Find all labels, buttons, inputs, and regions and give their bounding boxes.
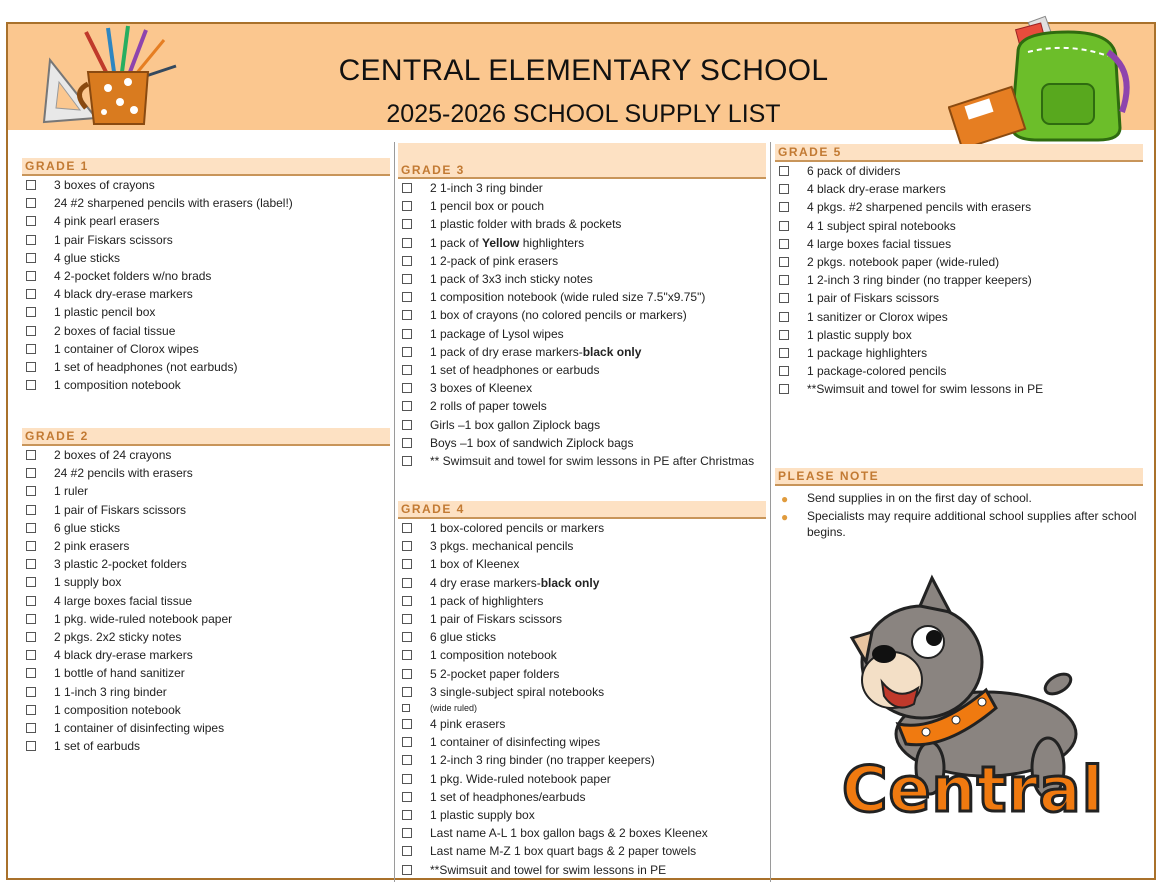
supply-item: 1 plastic folder with brads & pockets (398, 215, 766, 233)
checkbox[interactable] (402, 614, 412, 624)
supply-item: 4 black dry-erase markers (22, 646, 390, 664)
checkbox[interactable] (402, 596, 412, 606)
supply-list (22, 446, 390, 755)
checkbox[interactable] (779, 257, 789, 267)
checkbox[interactable] (779, 166, 789, 176)
supply-item: Last name M-Z 1 box quart bags & 2 paper towels (398, 842, 766, 860)
supply-item: 1 set of headphones or earbuds (398, 361, 766, 379)
supply-item: 1 package-colored pencils (775, 362, 1143, 380)
checkbox[interactable] (26, 741, 36, 751)
supply-item: 2 1-inch 3 ring binder (398, 179, 766, 197)
checkbox[interactable] (26, 253, 36, 263)
checkbox[interactable] (402, 256, 412, 266)
list-title: 2025-2026 SCHOOL SUPPLY LIST (386, 100, 781, 128)
supply-item: 1 pack of Yellow highlighters (398, 234, 766, 252)
checkbox[interactable] (779, 330, 789, 340)
checkbox[interactable] (402, 183, 412, 193)
supply-item: 1 composition notebook (398, 646, 766, 664)
supply-item: 1 2-pack of pink erasers (398, 252, 766, 270)
checkbox[interactable] (402, 865, 412, 875)
checkbox[interactable] (402, 774, 412, 784)
supply-list (398, 179, 766, 470)
supply-item: ** Swimsuit and towel for swim lessons in PE after Christmas (398, 452, 766, 470)
supply-item: 1 2-inch 3 ring binder (no trapper keepers) (398, 751, 766, 769)
supply-item: 2 pkgs. 2x2 sticky notes (22, 628, 390, 646)
grade-5-section (775, 144, 1143, 399)
supply-item: 3 boxes of crayons (22, 176, 390, 194)
supply-item: 1 ruler (22, 482, 390, 500)
supply-item: 3 boxes of Kleenex (398, 379, 766, 397)
supply-item: 1 composition notebook (wide ruled size 7.5"x9.75") (398, 288, 766, 306)
supply-item: 1 pack of highlighters (398, 592, 766, 610)
supply-item: 4 glue sticks (22, 249, 390, 267)
checkbox[interactable] (402, 347, 412, 357)
checkbox[interactable] (402, 456, 412, 466)
supply-item: 6 pack of dividers (775, 162, 1143, 180)
supply-item: 1 pack of 3x3 inch sticky notes (398, 270, 766, 288)
supply-item: 2 pink erasers (22, 537, 390, 555)
supply-item: 1 pkg. Wide-ruled notebook paper (398, 770, 766, 788)
note-item: ● Specialists may require additional school supplies after school begins. (781, 509, 1137, 539)
supply-item: 2 boxes of 24 crayons (22, 446, 390, 464)
supply-item: 1 plastic supply box (398, 806, 766, 824)
supply-item: 1 container of disinfecting wipes (398, 733, 766, 751)
supply-item: 1 composition notebook (22, 701, 390, 719)
checkbox[interactable] (26, 216, 36, 226)
supply-item: Boys –1 box of sandwich Ziplock bags (398, 434, 766, 452)
checkbox[interactable] (779, 202, 789, 212)
grade-3-section (398, 143, 766, 470)
section-heading: GRADE 1 (22, 158, 390, 176)
checkbox[interactable] (26, 289, 36, 299)
checkbox[interactable] (402, 704, 410, 712)
column-divider (394, 142, 395, 882)
supply-item: 1 container of disinfecting wipes (22, 719, 390, 737)
notes-list (775, 490, 1143, 540)
checkbox[interactable] (26, 486, 36, 496)
supply-item: 1 set of earbuds (22, 737, 390, 755)
checkbox[interactable] (26, 559, 36, 569)
checkbox[interactable] (402, 792, 412, 802)
grade-4-section (398, 501, 766, 879)
checkbox[interactable] (26, 362, 36, 372)
supply-item: 4 dry erase markers-black only (398, 574, 766, 592)
checkbox[interactable] (26, 450, 36, 460)
supply-item: 1 pair Fiskars scissors (22, 231, 390, 249)
supply-item: 1 plastic supply box (775, 326, 1143, 344)
supply-item: 1 pair of Fiskars scissors (775, 289, 1143, 307)
checkbox[interactable] (26, 271, 36, 281)
checkbox[interactable] (779, 275, 789, 285)
checkbox[interactable] (26, 468, 36, 478)
supply-item: **Swimsuit and towel for swim lessons in PE (398, 861, 766, 879)
checkbox[interactable] (402, 541, 412, 551)
checkbox[interactable] (26, 198, 36, 208)
checkbox[interactable] (26, 687, 36, 697)
supply-item: 1 box of crayons (no colored pencils or markers) (398, 306, 766, 324)
supply-item: 4 pink erasers (398, 715, 766, 733)
supply-item: 2 rolls of paper towels (398, 397, 766, 415)
checkbox[interactable] (402, 737, 412, 747)
checkbox[interactable] (402, 559, 412, 569)
supply-item: 6 glue sticks (398, 628, 766, 646)
supply-item: 4 1 subject spiral notebooks (775, 217, 1143, 235)
supply-item: 2 pkgs. notebook paper (wide-ruled) (775, 253, 1143, 271)
supply-item: 4 large boxes facial tissue (22, 592, 390, 610)
supply-item: 1 box-colored pencils or markers (398, 519, 766, 537)
supply-item: 1 pair of Fiskars scissors (398, 610, 766, 628)
supply-item: 1 package of Lysol wipes (398, 325, 766, 343)
supply-item: 1 1-inch 3 ring binder (22, 683, 390, 701)
checkbox[interactable] (402, 420, 412, 430)
checkbox[interactable] (402, 669, 412, 679)
supply-item: Last name A-L 1 box gallon bags & 2 boxes Kleenex (398, 824, 766, 842)
checkbox[interactable] (402, 846, 412, 856)
checkbox[interactable] (402, 687, 412, 697)
checkbox[interactable] (26, 326, 36, 336)
checkbox[interactable] (779, 221, 789, 231)
section-heading: PLEASE NOTE (775, 468, 1143, 486)
supply-item: (wide ruled) (398, 701, 766, 715)
supply-item: 4 pink pearl erasers (22, 212, 390, 230)
supply-item: 1 2-inch 3 ring binder (no trapper keepers) (775, 271, 1143, 289)
checkbox[interactable] (402, 632, 412, 642)
checkbox[interactable] (26, 523, 36, 533)
supply-item: 3 single-subject spiral notebooks (398, 683, 766, 701)
checkbox[interactable] (779, 384, 789, 394)
supply-item: 1 pack of dry erase markers-black only (398, 343, 766, 361)
section-heading: GRADE 3 (398, 143, 766, 179)
bullet-icon: ● (781, 492, 789, 506)
supply-item: 24 #2 pencils with erasers (22, 464, 390, 482)
checkbox[interactable] (402, 365, 412, 375)
checkbox[interactable] (26, 614, 36, 624)
checkbox[interactable] (26, 577, 36, 587)
supply-item: 1 bottle of hand sanitizer (22, 664, 390, 682)
supply-list (398, 519, 766, 879)
checkbox[interactable] (26, 632, 36, 642)
supply-item: **Swimsuit and towel for swim lessons in PE (775, 380, 1143, 398)
supply-item: 1 pencil box or pouch (398, 197, 766, 215)
supply-item: 6 glue sticks (22, 519, 390, 537)
supply-item: 4 large boxes facial tissues (775, 235, 1143, 253)
checkbox[interactable] (26, 380, 36, 390)
checkbox[interactable] (779, 293, 789, 303)
supply-item: 1 supply box (22, 573, 390, 591)
supply-item: 1 set of headphones (not earbuds) (22, 358, 390, 376)
checkbox[interactable] (402, 401, 412, 411)
supply-item: 1 sanitizer or Clorox wipes (775, 308, 1143, 326)
mascot-label: Central (842, 753, 1104, 826)
supply-item: 3 pkgs. mechanical pencils (398, 537, 766, 555)
supply-item: 1 box of Kleenex (398, 555, 766, 573)
checkbox[interactable] (402, 578, 412, 588)
supply-item: Girls –1 box gallon Ziplock bags (398, 416, 766, 434)
checkbox[interactable] (402, 219, 412, 229)
checkbox[interactable] (26, 650, 36, 660)
grade-2-section (22, 428, 390, 755)
supply-item: 24 #2 sharpened pencils with erasers (label!) (22, 194, 390, 212)
checkbox[interactable] (26, 541, 36, 551)
checkbox[interactable] (26, 307, 36, 317)
checkbox[interactable] (402, 329, 412, 339)
checkbox[interactable] (402, 274, 412, 284)
checkbox[interactable] (402, 438, 412, 448)
column-divider (770, 142, 771, 882)
supply-item: 1 pair of Fiskars scissors (22, 501, 390, 519)
checkbox[interactable] (779, 312, 789, 322)
supply-item: 1 package highlighters (775, 344, 1143, 362)
supply-list (22, 176, 390, 394)
checkbox[interactable] (26, 723, 36, 733)
bullet-icon: ● (781, 510, 789, 524)
section-heading: GRADE 2 (22, 428, 390, 446)
checkbox[interactable] (402, 292, 412, 302)
school-name: CENTRAL ELEMENTARY SCHOOL (338, 54, 829, 87)
supply-item: 2 boxes of facial tissue (22, 322, 390, 340)
checkbox[interactable] (26, 344, 36, 354)
supply-item: 3 plastic 2-pocket folders (22, 555, 390, 573)
checkbox[interactable] (779, 348, 789, 358)
supply-item: 1 plastic pencil box (22, 303, 390, 321)
checkbox[interactable] (26, 180, 36, 190)
supply-item: 4 2-pocket folders w/no brads (22, 267, 390, 285)
supply-item: 4 black dry-erase markers (22, 285, 390, 303)
supply-item: 1 composition notebook (22, 376, 390, 394)
section-heading: GRADE 5 (775, 144, 1143, 162)
supply-item: 5 2-pocket paper folders (398, 665, 766, 683)
supply-item: 1 set of headphones/earbuds (398, 788, 766, 806)
checkbox[interactable] (779, 366, 789, 376)
supply-item: 1 container of Clorox wipes (22, 340, 390, 358)
grade-1-section (22, 158, 390, 394)
checkbox[interactable] (402, 238, 412, 248)
checkbox[interactable] (26, 668, 36, 678)
checkbox[interactable] (402, 310, 412, 320)
checkbox[interactable] (26, 596, 36, 606)
checkbox[interactable] (402, 719, 412, 729)
checkbox[interactable] (26, 235, 36, 245)
checkbox[interactable] (26, 505, 36, 515)
checkbox[interactable] (26, 705, 36, 715)
checkbox[interactable] (402, 755, 412, 765)
supply-item: 4 pkgs. #2 sharpened pencils with erasers (775, 198, 1143, 216)
checkbox[interactable] (402, 810, 412, 820)
checkbox[interactable] (402, 201, 412, 211)
checkbox[interactable] (402, 523, 412, 533)
note-item: ● Send supplies in on the first day of school. (781, 491, 1032, 506)
section-heading: GRADE 4 (398, 501, 766, 519)
supply-item: 1 pkg. wide-ruled notebook paper (22, 610, 390, 628)
supply-list (775, 162, 1143, 399)
checkbox[interactable] (779, 239, 789, 249)
checkbox[interactable] (779, 184, 789, 194)
checkbox[interactable] (402, 828, 412, 838)
checkbox[interactable] (402, 650, 412, 660)
please-note-section (775, 468, 1143, 542)
checkbox[interactable] (402, 383, 412, 393)
supply-item: 4 black dry-erase markers (775, 180, 1143, 198)
